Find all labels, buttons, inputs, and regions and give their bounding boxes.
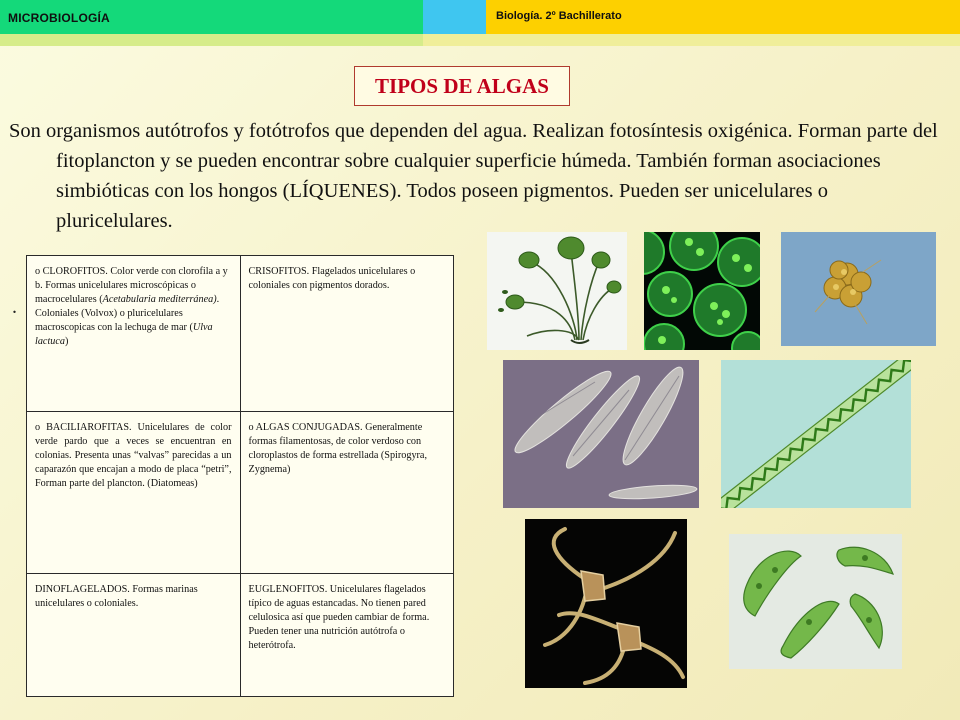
cell-crisofitos: CRISOFITOS. Flagelados unicelulares o coloniales con pigmentos dorados. xyxy=(240,256,454,412)
spirogyra-photo xyxy=(721,360,911,508)
slide-title-text: TIPOS DE ALGAS xyxy=(375,73,549,98)
clorofitos-italic-2: Ulva lactuca xyxy=(35,322,213,347)
cell-baciliarofitas: o BACILIAROFITAS. Unicelulares de color verde pardo que a veces se encuentran en colonias. Presenta unas “valvas” parecidas a un caparazón que encajan a modo de placa “petri”, Forman parte del plancton. (Diatomeas) xyxy=(27,412,241,574)
cell-euglenofitos: EUGLENOFITOS. Unicelulares flagelados típico de aguas estancadas. No tienen pared celulosica así que pueden cambiar de forma. Pueden tener una nutrición autótrofa o heterótrofa. xyxy=(240,574,454,697)
euglena-photo xyxy=(729,534,902,669)
header-subject: MICROBIOLOGÍA xyxy=(8,11,110,25)
header-subband-yellow xyxy=(423,34,960,46)
acetabularia-photo xyxy=(487,232,627,350)
bullet-dot: . xyxy=(12,296,17,318)
clorofitos-text-2: . Coloniales (Volvox) o pluricelulares macroscopicas con la lechuga de mar ( xyxy=(35,294,220,333)
chrysophyte-icon xyxy=(781,232,936,346)
algae-types-table xyxy=(26,255,454,697)
cell-conjugadas: o ALGAS CONJUGADAS. Generalmente formas filamentosas, de color verdoso con cloroplastos de forma estrellada (Spirogyra, Zygnema) xyxy=(240,412,454,574)
chrysophyte-photo xyxy=(781,232,936,346)
header-course: Biología. 2º Bachillerato xyxy=(496,10,622,22)
volvox-photo xyxy=(644,232,760,350)
dinoflagellates-icon xyxy=(525,519,687,688)
clorofitos-text-1: o CLOROFITOS. Color verde con clorofila a y b. Formas unicelulares microscópicas o macrocelulares ( xyxy=(35,266,228,305)
diatoms-photo xyxy=(503,360,699,508)
dinoflagellates-photo xyxy=(525,519,687,688)
cell-dinoflagelados: DINOFLAGELADOS. Formas marinas unicelulares o coloniales. xyxy=(27,574,241,697)
intro-paragraph: Son organismos autótrofos y fotótrofos que dependen del agua. Realizan fotosíntesis oxigénica. Forman parte del fitoplancton y se pueden encontrar sobre cualquier superficie húmeda. También forman asociaciones simbióticas con los hongos (LÍQUENES). Todos poseen pigmentos. Pueden ser unicelulares o pluricelulares. xyxy=(9,120,938,232)
header-band-cyan xyxy=(423,0,486,34)
cell-clorofitos xyxy=(27,256,241,412)
slide-title xyxy=(354,66,570,106)
spirogyra-icon xyxy=(721,360,911,508)
header-subband-green xyxy=(0,34,423,46)
acetabularia-icon xyxy=(487,232,627,350)
volvox-icon xyxy=(644,232,760,350)
diatoms-icon xyxy=(503,360,699,508)
clorofitos-text-3: ) xyxy=(65,336,69,347)
clorofitos-italic-1: Acetabularia mediterránea) xyxy=(102,294,217,305)
euglena-icon xyxy=(729,534,902,669)
